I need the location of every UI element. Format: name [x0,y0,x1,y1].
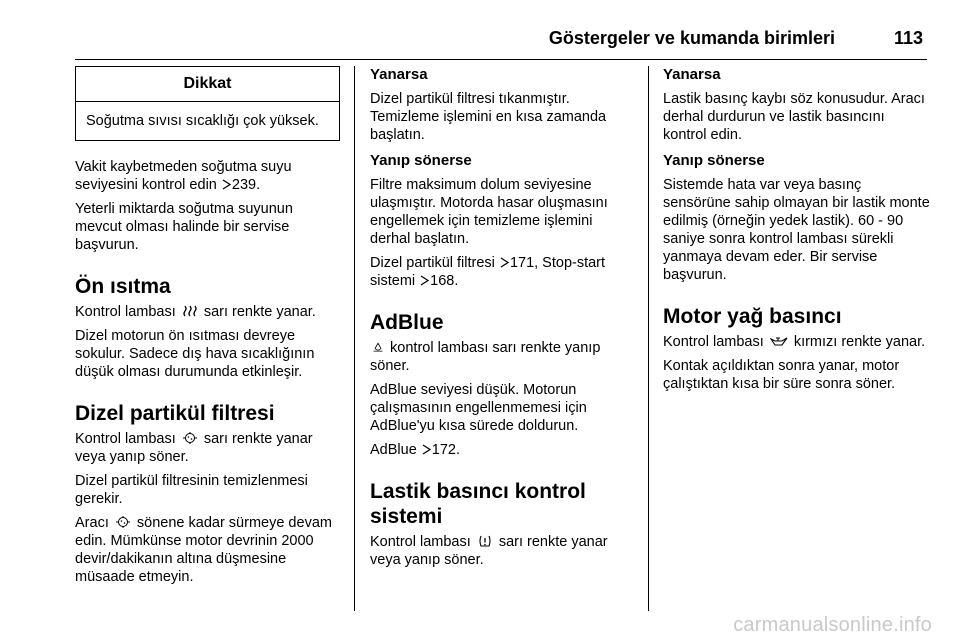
particle-filter-icon [182,431,198,445]
tpms-lit-text: Lastik basınç kaybı söz konusudur. Aracı derhal durdurun ve lastik basıncını kontrol edin. [663,91,925,143]
preheat-lamp-text: Kontrol lambası sarı renkte yanar. [75,304,316,320]
section-heading-preheat: Ön ısıtma [75,275,171,298]
coolant-service-text: Yeterli miktarda soğutma suyunun mevcut olması halinde bir servise başvurun. [75,201,293,253]
page-ref-arrow-icon [420,275,429,286]
tpms-lamp-text: Kontrol lambası sarı renkte yanar veya yanıp söner. [370,534,608,568]
page-header [75,24,927,60]
dpf-refs-text: Dizel partikül filtresi 171, Stop-start sistemi 168. [370,255,606,289]
glow-plug-icon [182,304,198,318]
page-ref-link[interactable]: 239. [231,177,261,193]
dpf-flash-text: Filtre maksimum dolum seviyesine ulaşmıştır. Motorda hasar oluşmasını engellemek için temizleme işlemini derhal başlatın. [370,177,608,247]
adblue-ref-text: AdBlue 172. [370,442,461,458]
tpms-flash-text: Sistemde hata var veya basınç sensörüne sahip olmayan bir lastik monte edilmiş (örneğin yedek lastik). 60 - 90 saniye sonra kontrol lambası sürekli yanmaya devam eder. Bir servise başvurun. [663,177,930,283]
watermark: carmanualsonline.info [733,614,932,636]
adblue-drop-icon [372,340,384,354]
page-ref-arrow-icon [222,179,231,190]
dpf-lamp-text: Kontrol lambası sarı renkte yanar veya yanıp söner. [75,431,313,465]
section-heading-dpf: Dizel partikül filtresi [75,402,275,425]
subheading-lit: Yanarsa [663,66,721,83]
page-ref-link[interactable]: 168. [430,273,459,289]
column-divider-2 [648,66,649,611]
page-ref-arrow-icon [500,257,509,268]
oil-lamp-text: Kontrol lambası kırmızı renkte yanar. [663,334,926,350]
column-3 [663,66,931,399]
subheading-flashing: Yanıp sönerse [370,152,472,169]
page-ref-link[interactable]: 172. [431,442,461,458]
page-ref-arrow-icon [422,444,431,455]
caution-text: Soğutma sıvısı sıcaklığı çok yüksek. [86,113,319,129]
oil-can-icon [770,334,788,348]
adblue-level-text: AdBlue seviyesi düşük. Motorun çalışmasının engellenmemesi için AdBlue'yu kısa sürede doldurun. [370,382,587,434]
header-title: Göstergeler ve kumanda birimleri [548,28,835,48]
page-number: 113 [893,28,923,48]
coolant-check-text: Vakit kaybetmeden soğutma suyu seviyesini kontrol edin 239. [75,159,292,193]
caution-title: Dikkat [76,67,339,102]
preheat-desc-text: Dizel motorun ön ısıtması devreye sokulur. Sadece dış hava sıcaklığının düşük olması durumunda etkinleşir. [75,328,315,380]
dpf-clean-text: Dizel partikül filtresinin temizlenmesi gerekir. [75,473,308,507]
subheading-lit: Yanarsa [370,66,428,83]
column-divider-1 [354,66,355,611]
adblue-lamp-text: kontrol lambası sarı renkte yanıp söner. [370,340,601,374]
dpf-lit-text: Dizel partikül filtresi tıkanmıştır. Temizleme işlemini en kısa zamanda başlatın. [370,91,607,143]
column-2 [370,66,635,575]
column-1 [75,66,340,592]
section-heading-oil: Motor yağ basıncı [663,305,842,328]
caution-box [75,66,340,141]
dpf-drive-text: Aracı sönene kadar sürmeye devam edin. Mümkünse motor devrinin 2000 devir/dakikanın altına düşmesine müsaade etmeyin. [75,515,332,585]
tire-pressure-icon [477,534,493,548]
section-heading-tpms: Lastik basıncı kontrol sistemi [370,480,586,528]
page-ref-link[interactable]: 171, Stop-start sistemi [370,255,606,289]
section-heading-adblue: AdBlue [370,311,444,334]
subheading-flashing: Yanıp sönerse [663,152,765,169]
oil-desc-text: Kontak açıldıktan sonra yanar, motor çalıştıktan kısa bir süre sonra söner. [663,358,900,392]
particle-filter-icon [115,515,131,529]
